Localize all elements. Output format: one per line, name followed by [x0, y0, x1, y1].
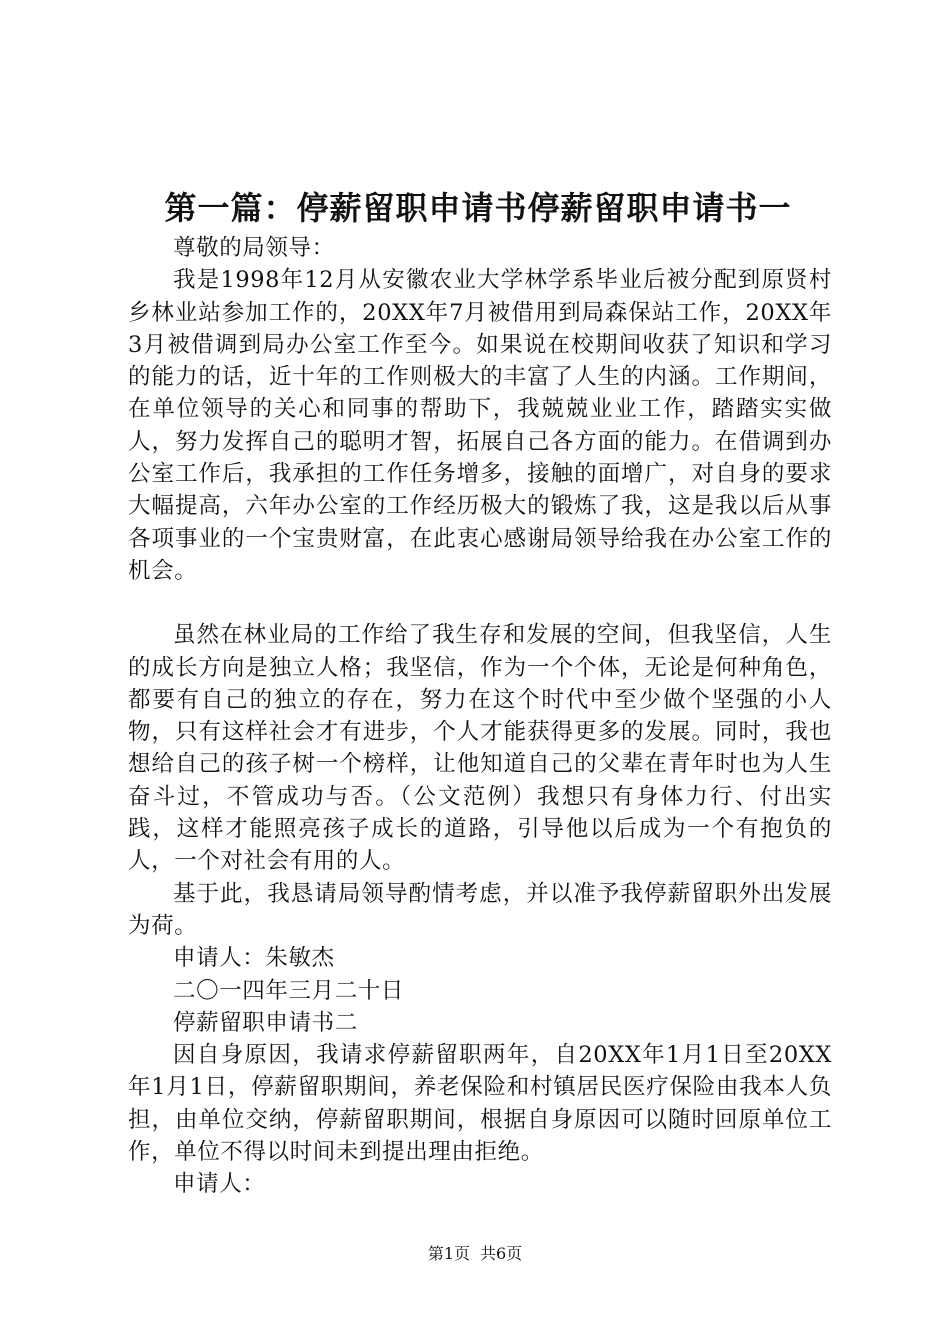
page-footer: [0, 1243, 950, 1265]
section-heading-two: 停薪留职申请书二: [173, 1009, 358, 1036]
application-date: 二〇一四年三月二十日: [173, 977, 405, 1004]
salutation: 尊敬的局领导：: [173, 235, 335, 261]
document-title: 第一篇：停薪留职申请书停薪留职申请书一: [164, 189, 792, 227]
paragraph-gap: [128, 587, 832, 619]
paragraph-leave-terms: 因自身原因，我请求停薪留职两年，自20XX年1月1日至20XX年1月1日，停薪留职期间，养老保险和村镇居民医疗保险由我本人负担，由单位交纳，停薪留职期间，根据自身原因可以随时回原单位工作，单位不得以时间未到提出理由拒绝。: [128, 1042, 832, 1166]
paragraph-work-history: 我是1998年12月从安徽农业大学林学系毕业后被分配到原贤村乡林业站参加工作的，20XX年7月被借用到局森保站工作，20XX年3月被借调到局办公室工作至今。如果说在校期间收获了知识和学习的能力的话，近十年的工作则极大的丰富了人生的内涵。工作期间，在单位领导的关心和同事的帮助下，我兢兢业业工作，踏踏实实做人，努力发挥自己的聪明才智，拓展自己各方面的能力。在借调到办公室工作后，我承担的工作任务增多，接触的面增广，对自身的要求大幅提高，六年办公室的工作经历极大的锻炼了我，这是我以后从事各项事业的一个宝贵财富，在此衷心感谢局领导给我在办公室工作的机会。: [128, 267, 832, 584]
applicant-label: 申请人：: [173, 1171, 266, 1198]
page-number: 第1页: [427, 1244, 470, 1263]
page-total: 共6页: [480, 1244, 523, 1263]
applicant-signature: 申请人：朱敏杰: [173, 945, 335, 972]
paragraph-request: 基于此，我恳请局领导酌情考虑，并以准予我停薪留职外出发展为荷。: [128, 880, 832, 939]
paragraph-reasons: 虽然在林业局的工作给了我生存和发展的空间，但我坚信，人生的成长方向是独立人格；我坚信，作为一个个体，无论是何种角色，都要有自己的独立的存在，努力在这个时代中至少做个坚强的小人物，只有这样社会才有进步，个人才能获得更多的发展。同时，我也想给自己的孩子树一个榜样，让他知道自己的父辈在青年时也为人生奋斗过，不管成功与否。（公文范例）我想只有身体力行、付出实践，这样才能照亮孩子成长的道路，引导他以后成为一个有抱负的人，一个对社会有用的人。: [128, 622, 832, 875]
document-body: [128, 232, 832, 1201]
